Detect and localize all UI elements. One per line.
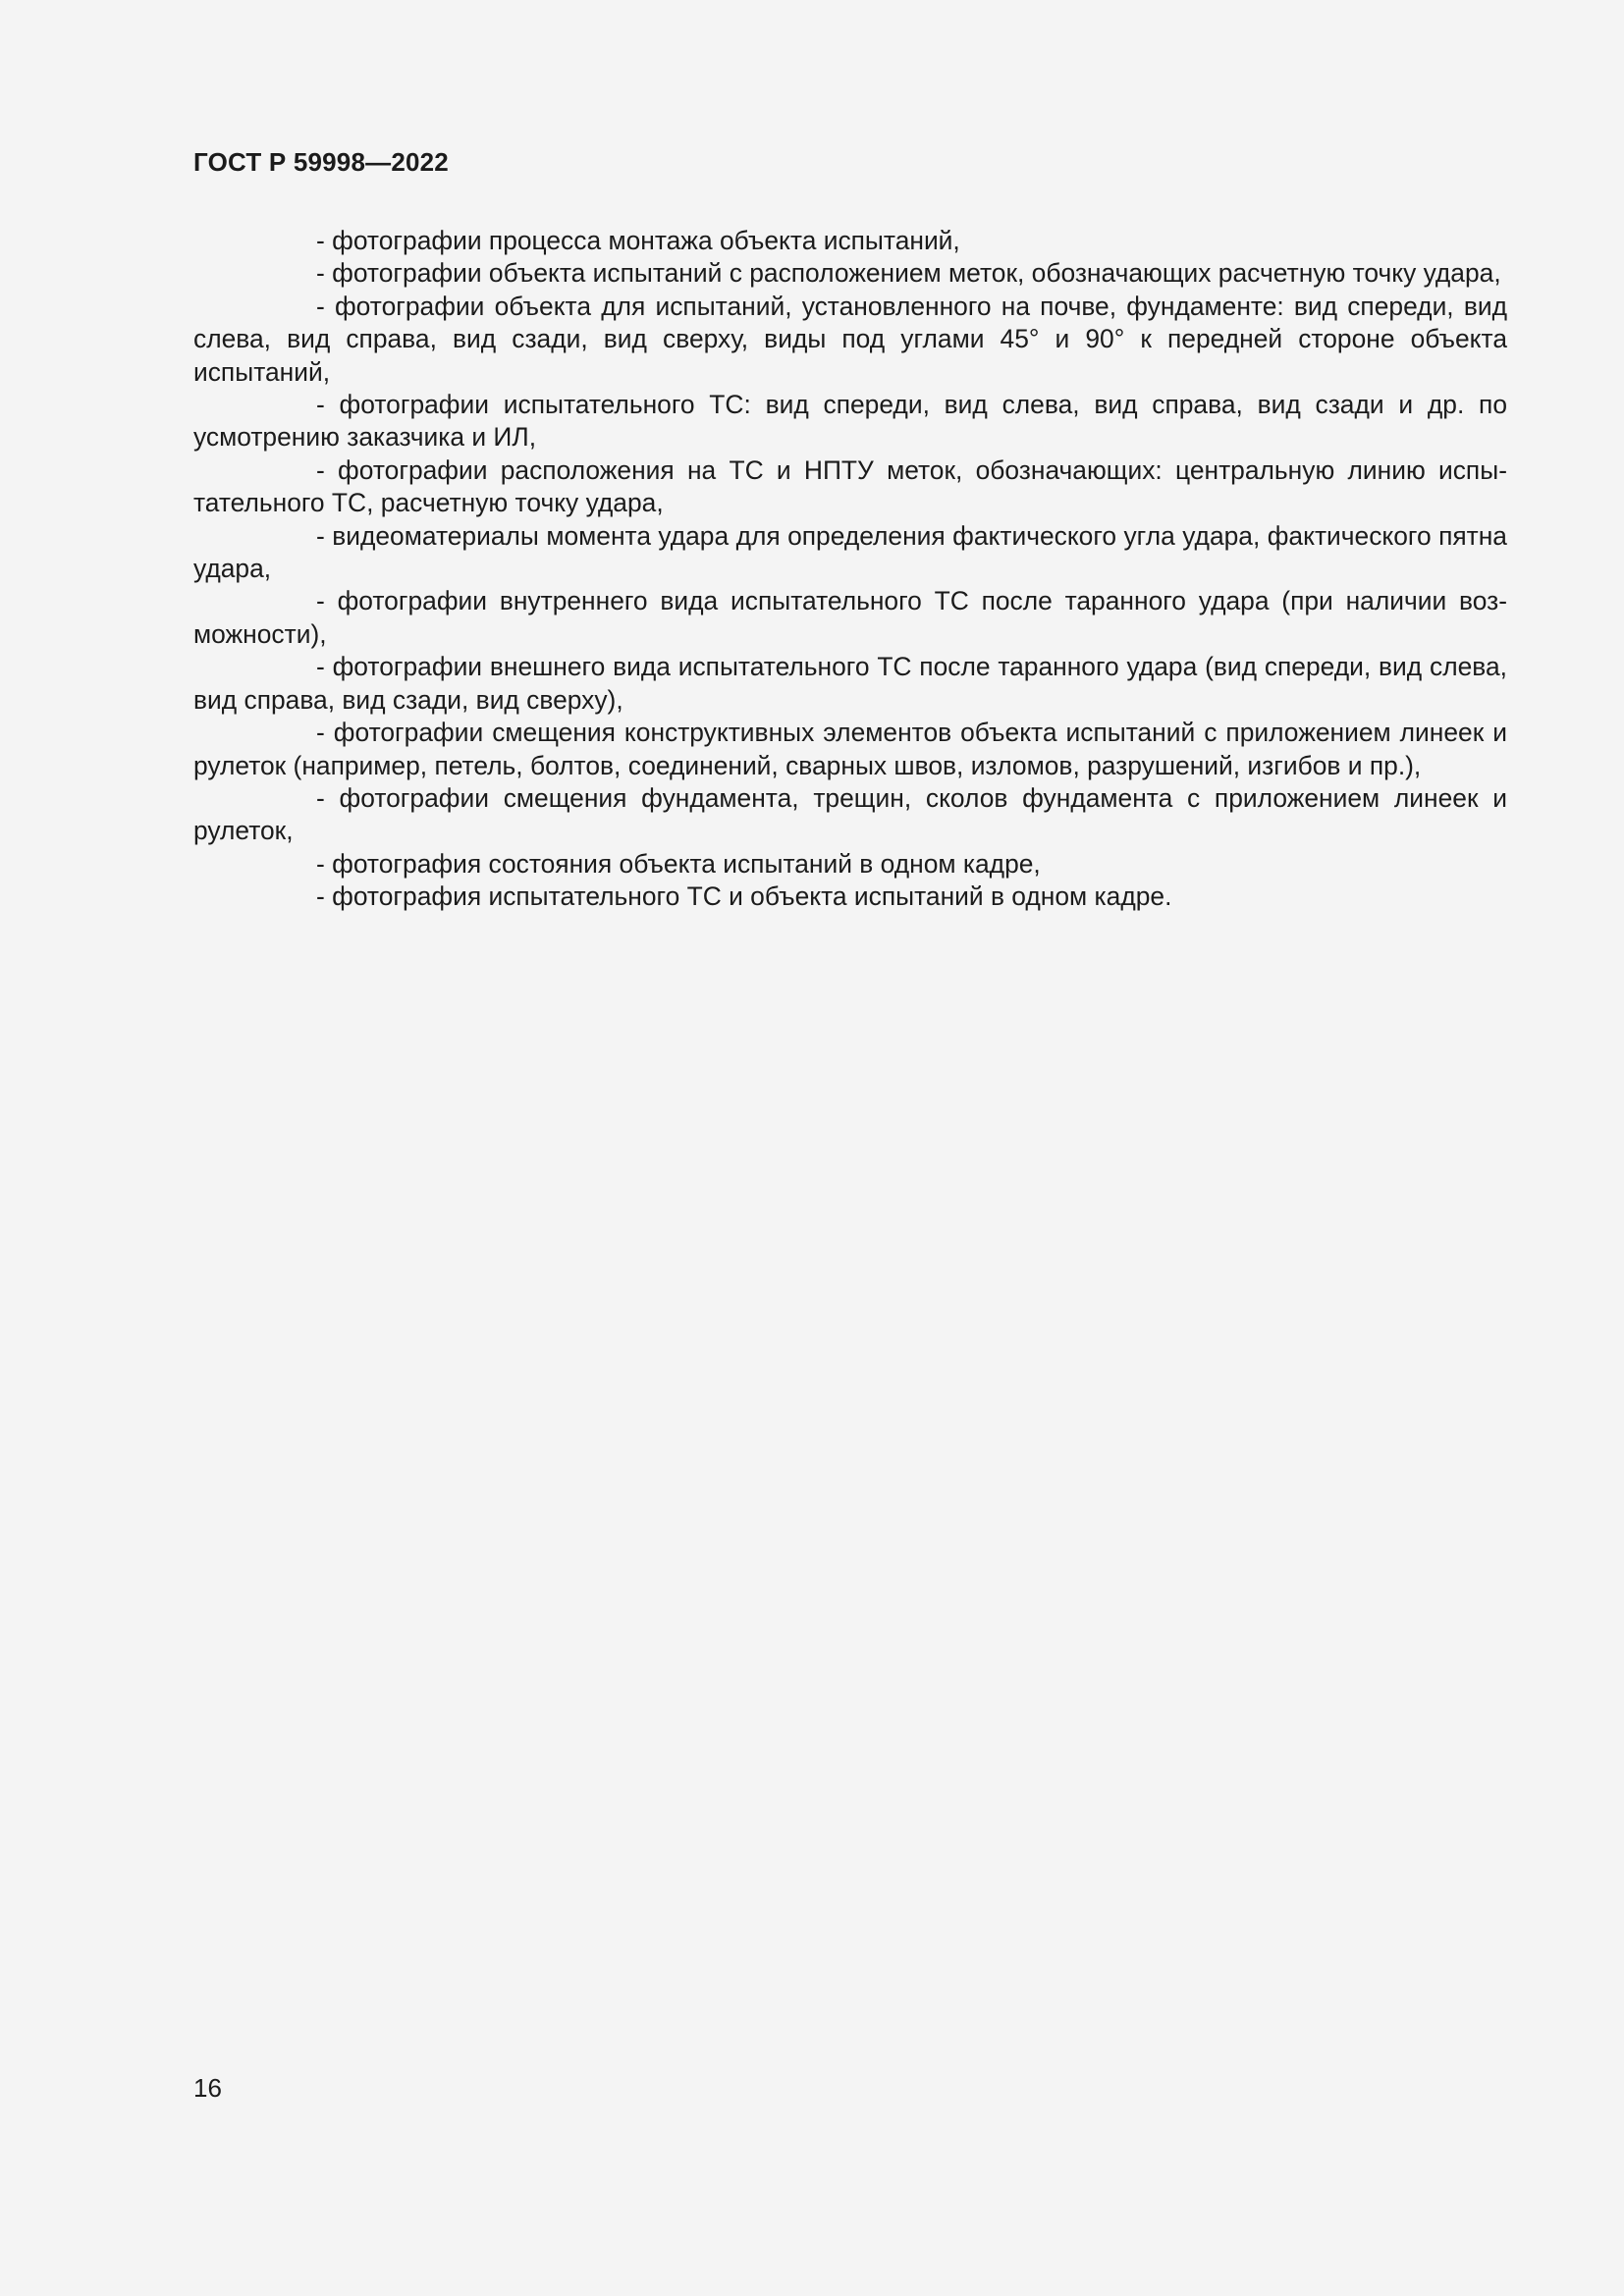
list-item: - фотографии процесса монтажа объекта испытаний, [316, 226, 960, 255]
list-item: - фотография испытательного ТС и объекта испытаний в одном кадре. [316, 881, 1172, 912]
list-item: - фотографии внешнего вида испытательного ТС после таранного удара (вид спереди, вид слева, вид справа, вид сзади, вид сверху), [193, 652, 1507, 715]
list-item: - видеоматериалы момента удара для определения фактического угла удара, фактического пятна удара, [193, 520, 1507, 584]
list-item: - фотография состояния объекта испытаний в одном кадре, [316, 848, 1041, 879]
page-number: 16 [193, 2073, 222, 2103]
list-item: - фотографии смещения конструктивных элементов объекта испытаний с приложением линеек и рулеток (например, петель, болтов, соединений, сварных швов, изломов, разрушений, изгибов и пр.), [193, 718, 1507, 780]
list-item: - фотографии расположения на ТС и НПТУ меток, обозначающих: центральную линию испытательного ТС, расчетную точку удара, [193, 454, 1507, 518]
body-text [193, 225, 1507, 914]
document-code-header: ГОСТ Р 59998—2022 [193, 147, 449, 177]
list-item: - фотографии объекта для испытаний, установленного на почве, фундаменте: вид спереди, вид слева, вид справа, вид сзади, вид сверху, виды под углами 45° и 90° к передней стороне объекта испытаний, [193, 291, 1507, 387]
list-item: - фотографии смещения фундамента, трещин, сколов фундамента с приложением линеек и рулеток, [193, 782, 1507, 846]
list-item: - фотографии внутреннего вида испытательного ТС после таранного удара (при наличии возможности), [193, 586, 1507, 649]
list-item: - фотографии объекта испытаний с расположением меток, обозначающих расчетную точку удара, [316, 258, 1501, 289]
list-item: - фотографии испытательного ТС: вид спереди, вид слева, вид справа, вид сзади и др. по усмотрению заказчика и ИЛ, [193, 390, 1507, 453]
